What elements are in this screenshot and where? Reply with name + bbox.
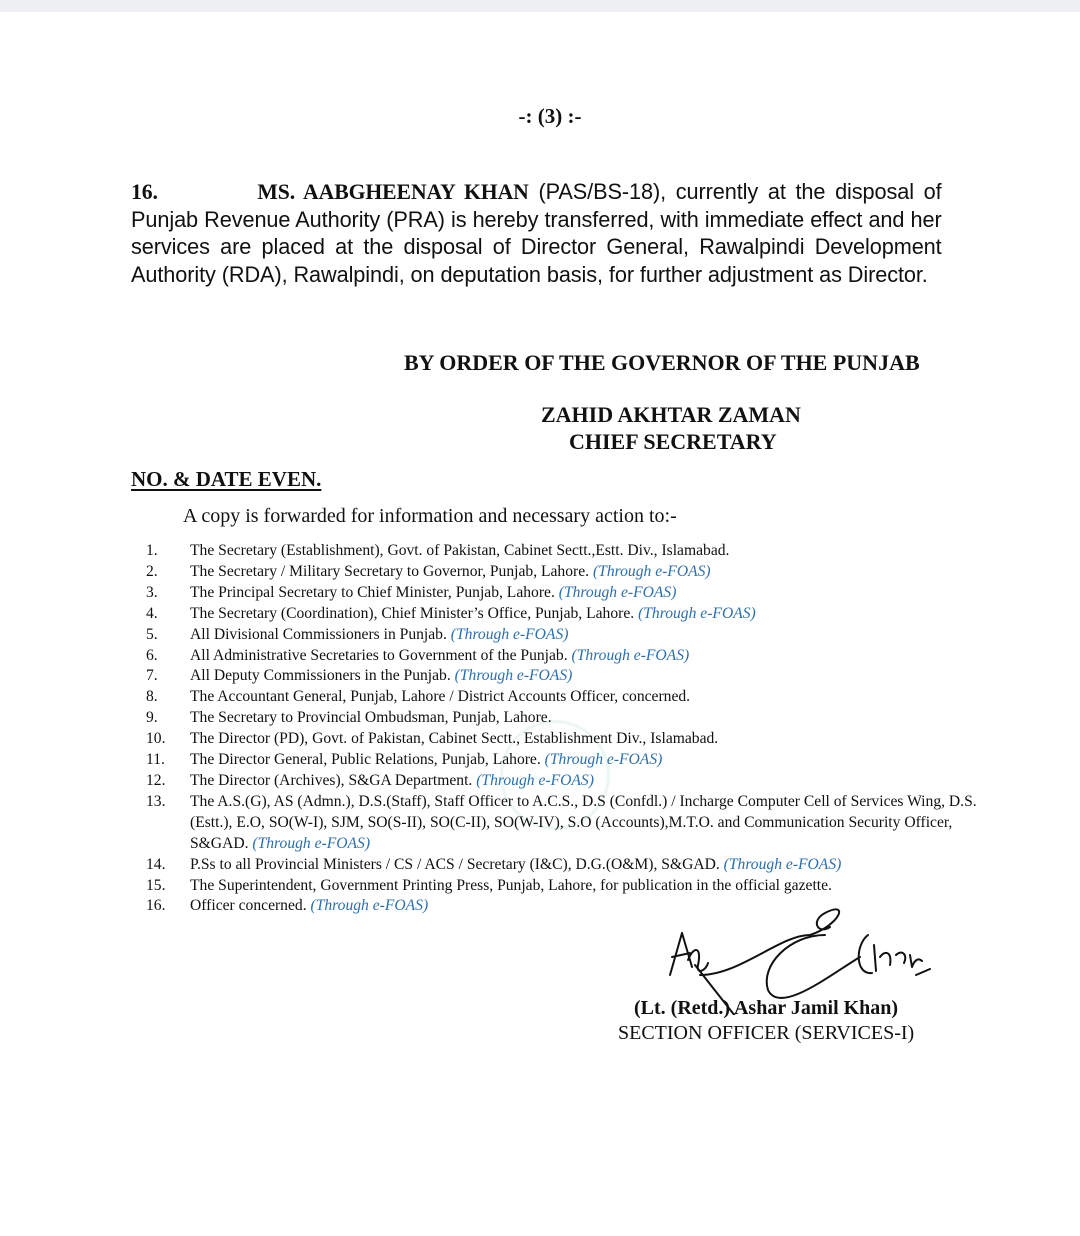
recipient-text: The Secretary (Establishment), Govt. of Pakistan, Cabinet Sectt.,Estt. Div., Islamabad. — [190, 542, 730, 559]
page-number: -: (3) :- — [518, 104, 582, 128]
recipient-text-wrap — [190, 625, 981, 646]
recipient-number: 6. — [146, 646, 158, 664]
recipient-item — [146, 876, 981, 897]
recipient-item — [146, 855, 981, 876]
recipient-item — [146, 750, 981, 771]
recipient-text-wrap — [190, 687, 981, 708]
recipient-text-wrap — [190, 541, 981, 562]
recipient-text-wrap — [190, 583, 981, 604]
order-body-text: (PAS/BS-18), currently at the disposal of Punjab Revenue Authority (PRA) is hereby transferred, with immediate effect and her services are placed at the disposal of Director General, Rawalpindi Development Authority (RDA), Rawalpindi, on deputation basis, for further adjustment as Director. — [131, 179, 942, 287]
recipient-text: The Director (Archives), S&GA Department. — [190, 771, 477, 789]
recipient-item — [146, 771, 981, 792]
recipient-text: All Divisional Commissioners in Punjab. — [190, 625, 451, 643]
recipient-number: 7. — [146, 667, 158, 685]
chief-secretary-title: CHIEF SECRETARY — [569, 429, 777, 454]
recipient-text: The Superintendent, Government Printing Press, Punjab, Lahore, for publication in the official gazette. — [190, 876, 832, 894]
recipient-text: The Accountant General, Punjab, Lahore / District Accounts Officer, concerned. — [190, 688, 691, 706]
recipient-text: The Principal Secretary to Chief Minister, Punjab, Lahore. — [190, 583, 559, 601]
recipient-list — [146, 541, 981, 917]
through-efoas-note: (Through e-FOAS) — [558, 583, 677, 601]
section-officer-name: (Lt. (Retd.) Ashar Jamil Khan) — [634, 997, 899, 1019]
recipient-text: The Secretary / Military Secretary to Governor, Punjab, Lahore. — [190, 562, 593, 580]
recipient-item — [146, 687, 981, 708]
recipient-item — [146, 541, 981, 562]
recipient-item — [146, 666, 981, 687]
by-order-line: BY ORDER OF THE GOVERNOR OF THE PUNJAB — [404, 350, 920, 375]
recipient-number: 4. — [146, 604, 158, 622]
viewer-top-bar — [0, 0, 1080, 12]
recipient-text-wrap — [190, 708, 981, 729]
section-officer-title: SECTION OFFICER (SERVICES-I) — [618, 1022, 915, 1044]
recipient-text-wrap — [190, 876, 981, 897]
order-item-number: 16. — [131, 179, 158, 204]
recipient-number: 8. — [146, 688, 158, 706]
recipient-number: 15. — [146, 876, 166, 894]
recipient-item — [146, 792, 981, 855]
copy-forward-intro: A copy is forwarded for information and necessary action to:- — [183, 505, 677, 527]
no-date-even-heading: NO. & DATE EVEN. — [131, 467, 322, 491]
recipient-item — [146, 729, 981, 750]
through-efoas-note: (Through e-FOAS) — [571, 646, 690, 664]
recipient-number: 13. — [146, 792, 166, 810]
recipient-text-wrap — [190, 771, 981, 792]
recipient-text: The Director General, Public Relations, Punjab, Lahore. — [190, 751, 545, 769]
through-efoas-note: (Through e-FOAS) — [252, 834, 371, 852]
recipient-text: The A.S.(G), AS (Admn.), D.S.(Staff), Staff Officer to A.C.S., D.S (Confdl.) / Incharge Computer Cell of Services Wing, D.S.(Estt.), E.O, SO(W-I), SJM, SO(S-II), SO(C-II), SO(W-IV), S.O (Accounts),M.T.O. and Communication Security Officer, S&GAD. — [190, 792, 977, 852]
recipient-item — [146, 646, 981, 667]
recipient-number: 1. — [146, 542, 158, 559]
recipient-number: 14. — [146, 855, 166, 873]
recipient-number: 12. — [146, 771, 166, 789]
officer-name: MS. AABGHEENAY KHAN — [257, 179, 529, 204]
recipient-number: 16. — [146, 897, 166, 915]
recipient-number: 10. — [146, 730, 166, 748]
transfer-order-paragraph — [131, 178, 942, 288]
through-efoas-note: (Through e-FOAS) — [454, 667, 573, 685]
recipient-number: 9. — [146, 709, 158, 727]
recipient-text-wrap — [190, 646, 981, 667]
recipient-text: Officer concerned. — [190, 897, 311, 915]
recipient-item — [146, 625, 981, 646]
through-efoas-note: (Through e-FOAS) — [310, 897, 429, 915]
through-efoas-note: (Through e-FOAS) — [592, 562, 711, 580]
recipient-text-wrap — [190, 750, 981, 771]
recipient-text-wrap — [190, 855, 981, 876]
through-efoas-note: (Through e-FOAS) — [450, 625, 569, 643]
recipient-text: The Secretary (Coordination), Chief Minister’s Office, Punjab, Lahore. — [190, 604, 639, 622]
recipient-text-wrap — [190, 792, 981, 855]
recipient-item — [146, 562, 981, 583]
recipient-number: 11. — [146, 751, 165, 769]
recipient-number: 2. — [146, 562, 158, 580]
recipient-number: 5. — [146, 625, 158, 643]
recipient-text-wrap — [190, 666, 981, 687]
recipient-number: 3. — [146, 583, 158, 601]
recipient-text: P.Ss to all Provincial Ministers / CS / ACS / Secretary (I&C), D.G.(O&M), S&GAD. — [190, 855, 724, 873]
recipient-text: All Administrative Secretaries to Government of the Punjab. — [190, 646, 572, 664]
through-efoas-note: (Through e-FOAS) — [723, 855, 842, 873]
through-efoas-note: (Through e-FOAS) — [544, 751, 663, 769]
recipient-text-wrap — [190, 562, 981, 583]
through-efoas-note: (Through e-FOAS) — [476, 771, 594, 789]
recipient-text: The Director (PD), Govt. of Pakistan, Cabinet Sectt., Establishment Div., Islamabad. — [190, 730, 719, 748]
through-efoas-note: (Through e-FOAS) — [638, 604, 756, 622]
recipient-text-wrap — [190, 729, 981, 750]
chief-secretary-name: ZAHID AKHTAR ZAMAN — [541, 402, 801, 427]
recipient-text: All Deputy Commissioners in the Punjab. — [190, 667, 455, 685]
recipient-item — [146, 708, 981, 729]
recipient-item — [146, 604, 981, 625]
recipient-text: The Secretary to Provincial Ombudsman, Punjab, Lahore. — [190, 709, 552, 727]
recipient-item — [146, 583, 981, 604]
recipient-text-wrap — [190, 604, 981, 625]
